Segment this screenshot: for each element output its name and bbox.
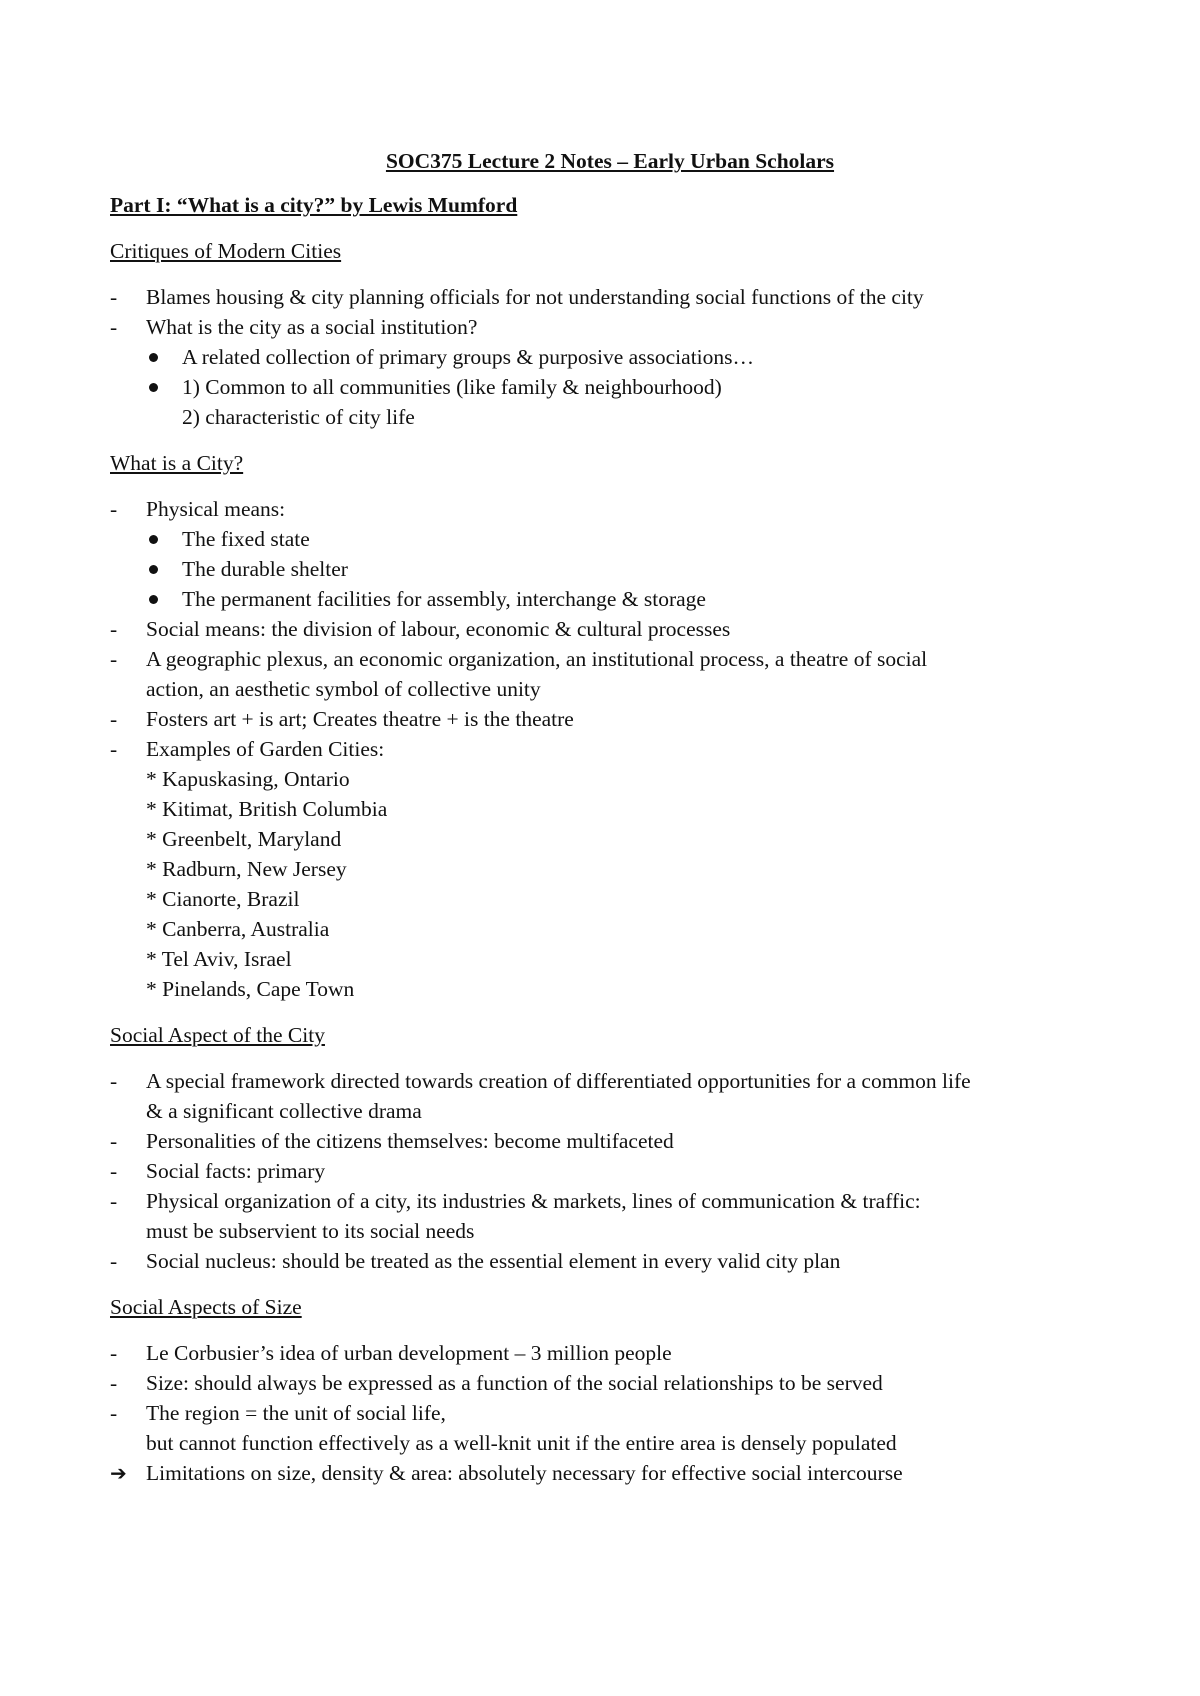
list-item-continuation: but cannot function effectively as a well-knit unit if the entire area is densely populated xyxy=(146,1431,897,1455)
list-item-text: A special framework directed towards creation of differentiated opportunities for a common life xyxy=(146,1069,971,1093)
list-item xyxy=(110,494,1110,524)
bullet-item-text: The permanent facilities for assembly, interchange & storage xyxy=(182,587,706,611)
conclusion-text: Limitations on size, density & area: absolutely necessary for effective social intercourse xyxy=(146,1461,903,1485)
list-item-text: A geographic plexus, an economic organization, an institutional process, a theatre of social xyxy=(146,647,928,671)
what-is-city-list xyxy=(110,494,1110,1004)
dash-marker: - xyxy=(110,1069,118,1093)
garden-city-example: * Kapuskasing, Ontario xyxy=(146,767,350,791)
bullet-icon xyxy=(146,372,182,402)
list-item xyxy=(110,1186,1110,1216)
dash-marker: - xyxy=(110,1341,118,1365)
list-item-text: The region = the unit of social life, xyxy=(146,1401,446,1425)
bullet-item xyxy=(110,554,1110,584)
bullet-item-text: The durable shelter xyxy=(182,557,348,581)
section-heading-what-is-city: What is a City? xyxy=(110,451,244,475)
social-aspect-list xyxy=(110,1066,1110,1276)
list-item xyxy=(110,1246,1110,1276)
list-item-continuation: must be subservient to its social needs xyxy=(146,1219,475,1243)
list-item-text: Physical organization of a city, its industries & markets, lines of communication & traffic: xyxy=(146,1189,921,1213)
garden-city-example: * Greenbelt, Maryland xyxy=(146,827,342,851)
size-list xyxy=(110,1338,1110,1488)
list-item xyxy=(110,734,1110,764)
dash-marker: - xyxy=(110,1371,118,1395)
arrow-right-icon: ➔ xyxy=(110,1461,127,1485)
garden-city-example: * Canberra, Australia xyxy=(146,917,330,941)
dash-marker: - xyxy=(110,315,118,339)
garden-city-example: * Kitimat, British Columbia xyxy=(146,797,388,821)
list-item-text: Blames housing & city planning officials for not understanding social functions of the city xyxy=(146,285,924,309)
list-item-text: Social nucleus: should be treated as the essential element in every valid city plan xyxy=(146,1249,841,1273)
bullet-continuation: 2) characteristic of city life xyxy=(182,405,415,429)
garden-city-example: * Radburn, New Jersey xyxy=(146,857,347,881)
list-item-text: Social means: the division of labour, economic & cultural processes xyxy=(146,617,731,641)
dash-marker: - xyxy=(110,707,118,731)
part-1-heading: Part I: “What is a city?” by Lewis Mumford xyxy=(110,193,518,217)
dash-marker: - xyxy=(110,617,118,641)
dash-marker: - xyxy=(110,647,118,671)
list-item-continuation: action, an aesthetic symbol of collective unity xyxy=(146,677,541,701)
list-item-text: Physical means: xyxy=(146,497,286,521)
list-item xyxy=(110,614,1110,644)
list-item xyxy=(110,1126,1110,1156)
dash-marker: - xyxy=(110,1249,118,1273)
garden-city-example: * Tel Aviv, Israel xyxy=(146,947,292,971)
list-item xyxy=(110,1066,1110,1096)
list-item-text: Size: should always be expressed as a function of the social relationships to be served xyxy=(146,1371,883,1395)
list-item xyxy=(110,312,1110,342)
garden-city-example: * Pinelands, Cape Town xyxy=(146,977,355,1001)
bullet-item-text: A related collection of primary groups & purposive associations… xyxy=(182,345,755,369)
section-heading-social-aspect: Social Aspect of the City xyxy=(110,1023,325,1047)
dash-marker: - xyxy=(110,1401,118,1425)
list-item-text: Le Corbusier’s idea of urban development – 3 million people xyxy=(146,1341,672,1365)
list-item-text: Personalities of the citizens themselves: become multifaceted xyxy=(146,1129,674,1153)
bullet-icon xyxy=(146,524,182,554)
list-item xyxy=(110,1338,1110,1368)
bullet-item-text: 1) Common to all communities (like family & neighbourhood) xyxy=(182,375,722,399)
document-body xyxy=(110,146,1110,1504)
list-item xyxy=(110,1398,1110,1428)
section-heading-critiques: Critiques of Modern Cities xyxy=(110,239,342,263)
critiques-list xyxy=(110,282,1110,432)
bullet-item-text: The fixed state xyxy=(182,527,310,551)
bullet-item xyxy=(110,342,1110,372)
section-heading-size: Social Aspects of Size xyxy=(110,1295,302,1319)
bullet-icon xyxy=(146,584,182,614)
bullet-item xyxy=(110,372,1110,402)
list-item xyxy=(110,282,1110,312)
garden-city-example: * Cianorte, Brazil xyxy=(146,887,300,911)
dash-marker: - xyxy=(110,1159,118,1183)
list-item-text: Examples of Garden Cities: xyxy=(146,737,385,761)
dash-marker: - xyxy=(110,1129,118,1153)
bullet-icon xyxy=(146,342,182,372)
dash-marker: - xyxy=(110,497,118,521)
bullet-item xyxy=(110,584,1110,614)
list-item-text: Fosters art + is art; Creates theatre + is the theatre xyxy=(146,707,574,731)
bullet-icon xyxy=(146,554,182,584)
list-item-continuation: & a significant collective drama xyxy=(146,1099,422,1123)
bullet-item xyxy=(110,524,1110,554)
list-item xyxy=(110,644,1110,674)
list-item xyxy=(110,1368,1110,1398)
list-item-text: Social facts: primary xyxy=(146,1159,326,1183)
document-title: SOC375 Lecture 2 Notes – Early Urban Scholars xyxy=(385,149,835,173)
list-item xyxy=(110,1156,1110,1186)
conclusion-item xyxy=(110,1458,1110,1488)
list-item-text: What is the city as a social institution? xyxy=(146,315,478,339)
dash-marker: - xyxy=(110,285,118,309)
list-item xyxy=(110,704,1110,734)
dash-marker: - xyxy=(110,737,118,761)
dash-marker: - xyxy=(110,1189,118,1213)
